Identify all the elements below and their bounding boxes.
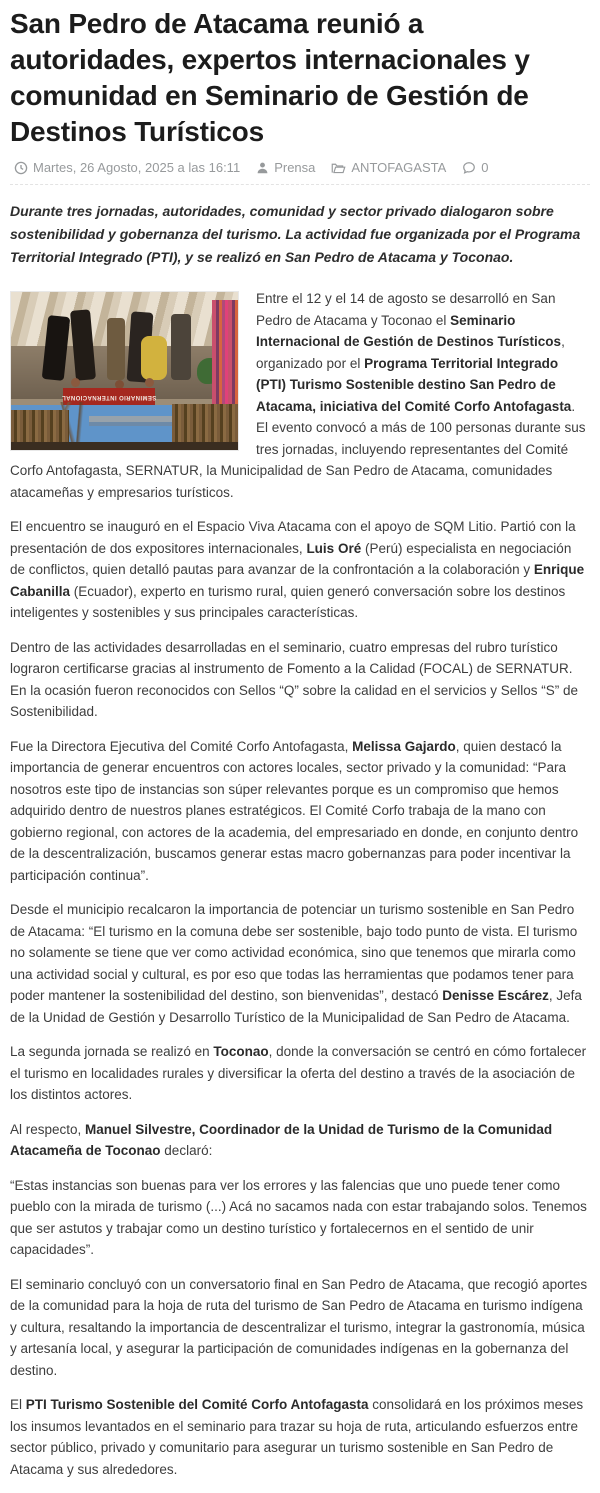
meta-author-link[interactable] [256,160,315,175]
meta-category-label: ANTOFAGASTA [351,160,447,175]
meta-comments-link[interactable] [462,160,488,175]
photo-ground-strip [11,442,238,450]
article-title: San Pedro de Atacama reunió a autoridades, expertos internacionales y comunidad en Seminario de Gestión de Destinos Turísticos [10,8,530,147]
folder-icon [331,161,346,175]
photo-person-silhouette [171,314,191,380]
meta-author-label: Prensa [274,160,316,175]
photo-person-silhouette [107,318,125,380]
article-paragraph-10: El PTI Turismo Sostenible del Comité Corfo Antofagasta consolidará en los próximos meses los insumos levantados en el seminario para trazar su hoja de ruta, articulando esfuerzos entre sector público, privado y comunitario para asegurar un turismo sostenible en San Pedro de Atacama y sus alrededores. [10,1397,584,1477]
article-paragraph-9: El seminario concluyó con un conversatorio final en San Pedro de Atacama, que recogió aportes de la comunidad para la hoja de ruta del turismo de San Pedro de Atacama en turismo indígena y cultura, resaltando la importancia de descentralizar el turismo, integrar la gastronomía, música y artesanía local, y asegurar la participación de comunidades indígenas en la gobernanza del destino. [10,1276,588,1378]
photo-textile-stripes [212,300,238,408]
photo-banner-text: SEMINARIO INTERNACIONAL [61,394,157,401]
article-body [10,288,590,1493]
article-paragraph-4: Fue la Directora Ejecutiva del Comité Corfo Antofagasta, Melissa Gajardo, quien destacó la importancia de generar encuentros con actores locales, sector privado y la comunidad: “Para nosotros este tipo de instancias son súper relevantes porque es un compromiso que hemos adquirido dentro de nuestros planes estratégicos. El Comité Corfo trabaja de la mano con gobierno regional, con actores de la academia, del empresariado en donde, en conjunto dentro de la descentralización, buscamos generar estas macro gobernanzas para poder incentivar la participación continua”. [10,738,579,883]
article-paragraph-6: La segunda jornada se realizó en Toconao, donde la conversación se centró en cómo fortalecer el turismo en localidades rurales y diversificar la oferta del destino a través de la asociación de los distintos actores. [10,1044,587,1102]
meta-comments-count: 0 [481,160,489,175]
clock-icon [14,161,28,175]
article-paragraph-3: Dentro de las actividades desarrolladas en el seminario, cuatro empresas del rubro turístico lograron certificarse gracias al instrumento de Fomento a la Calidad (FOCAL) de SERNATUR. En la ocasión fueron reconocidos con Sellos “Q” sobre la calidad en el servicios y Sellos “S” de Sostenibilidad. [10,639,579,719]
article-paragraph-8: “Estas instancias son buenas para ver los errores y las falencias que uno puede tener como pueblo con la mirada de turismo (...) Acá no sacamos nada con estar trabajando solos. Tenemos que ser astutos y trabajar como un destino turístico y fortalecernos en el sentido de unir capacidades”. [10,1177,587,1257]
article-photo [10,291,239,451]
comment-icon [462,161,476,175]
photo-wood-fence [11,410,69,444]
article-paragraph-1: Entre el 12 y el 14 de agosto se desarrolló en San Pedro de Atacama y Toconao el Seminario Internacional de Gestión de Destinos Turísticos, organizado por el Programa Territorial Integrado (PTI) Turismo Sostenible destino San Pedro de Atacama, iniciativa del Comité Corfo Antofagasta. El evento convocó a más de 100 personas durante sus tres jornadas, incluyendo representantes del Comité Corfo Antofagasta, SERNATUR, la Municipalidad de San Pedro de Atacama, comunidades atacameñas y empresarios turísticos. [10,291,586,500]
photo-wood-fence [172,404,238,444]
photo-person-yellow [141,336,167,380]
article-meta [10,158,590,185]
article-paragraph-5: Desde el municipio recalcaron la importancia de potenciar un turismo sostenible en San Pedro de Atacama: “El turismo en la comuna debe ser sostenible, bajo todo punto de vista. El turismo no solamente se tiene que ver como actividad económica, sino que tenemos que mirarla como una actividad social y cultural, es por eso que todas las herramientas que podamos tener para poder mantener la sostenibilidad del destino, son bienvenidas”, destacó Denisse Escárez, Jefa de la Unidad de Gestión y Desarrollo Turístico de la Municipalidad de San Pedro de Atacama. [10,902,582,1025]
photo-truss-beam [89,416,175,422]
article-paragraph-2: El encuentro se inauguró en el Espacio Viva Atacama con el apoyo de SQM Litio. Partió con la presentación de dos expositores internacionales, Luis Oré (Perú) especialista en negociación de conflictos, quien detalló pautas para avanzar de la confrontación a la colaboración y Enrique Cabanilla (Ecuador), experto en turismo rural, quien generó conversación sobre los destinos inteligentes y sostenibles y sus principales características. [10,519,585,620]
meta-date-label: Martes, 26 Agosto, 2025 a las 16:11 [33,160,241,175]
meta-category-link[interactable] [331,160,446,175]
user-icon [256,161,269,174]
article-page [0,6,600,1493]
article-lead: Durante tres jornadas, autoridades, comunidad y sector privado dialogaron sobre sostenibilidad y gobernanza del turismo. La actividad fue organizada por el Programa Territorial Integrado (PTI), y se realizó en San Pedro de Atacama y Toconao. [10,203,581,265]
article-paragraph-7: Al respecto, Manuel Silvestre, Coordinador de la Unidad de Turismo de la Comunidad Atacameña de Toconao declaró: [10,1121,553,1158]
meta-date [14,160,240,175]
